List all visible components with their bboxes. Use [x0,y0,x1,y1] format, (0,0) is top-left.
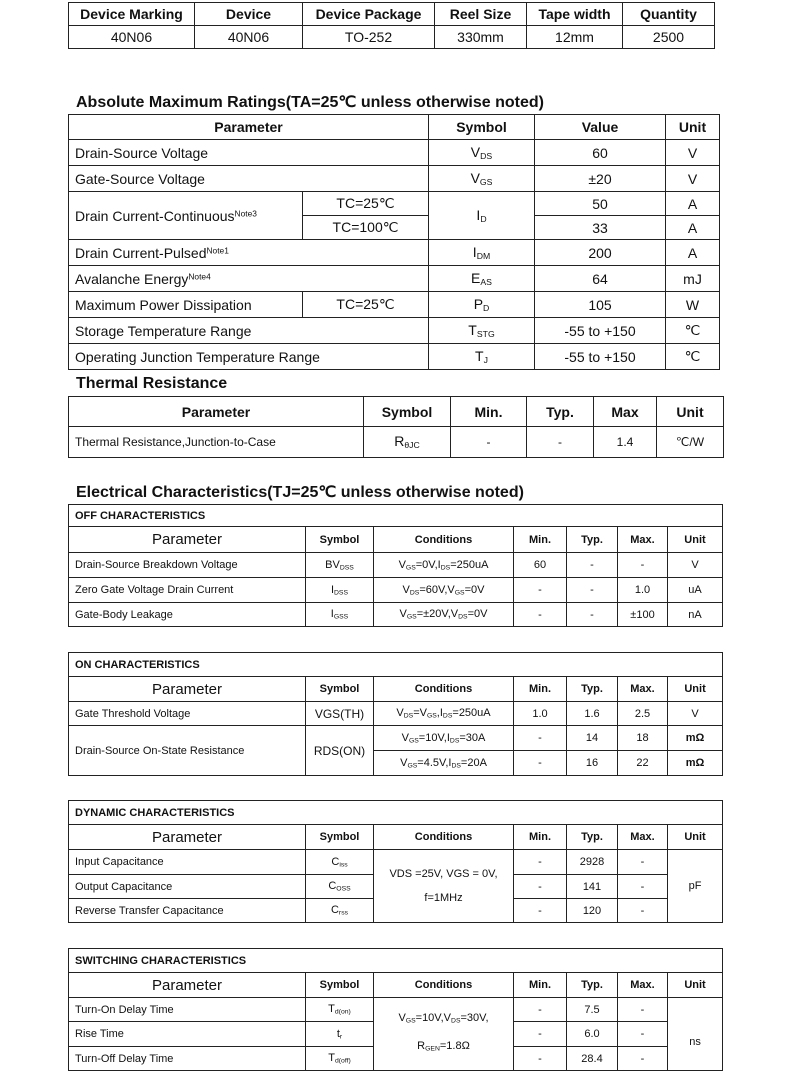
switching-characteristics-table [68,948,723,1071]
symbol-cell: RDS(ON) [306,726,374,776]
tape-width-value: 12mm [527,26,623,49]
col-parameter: Parameter [69,527,306,553]
reel-size-value: 330mm [435,26,527,49]
col-reel-size: Reel Size [435,3,527,26]
value-cell: 60 [535,140,666,166]
unit-cell: V [668,553,723,578]
table-row [69,578,723,603]
min-cell: - [514,726,567,751]
col-min: Min. [514,825,567,850]
condition-cell: $V_{DS}=60V,V_{GS}=0V$ [374,578,514,603]
symbol-cell: $R_{\theta JC}$ [364,427,451,458]
symbol-cell: $C_{OSS}$ [306,875,374,899]
value-cell: 200 [535,240,666,266]
value-cell: ±20 [535,166,666,192]
value-cell: 50 [535,192,666,216]
unit-cell: V [666,140,720,166]
unit-cell: pF [668,850,723,923]
max-cell: - [618,899,668,923]
col-unit: Unit [666,115,720,140]
condition-cell: $V_{GS}=\pm 20V,V_{DS}=0V$ [374,603,514,627]
section-title: OFF CHARACTERISTICS [69,505,723,527]
max-cell: 18 [618,726,668,751]
typ-cell: - [527,427,594,458]
section-header-row [69,825,723,850]
param-label: Maximum Power Dissipation [69,292,303,318]
col-typ: Typ. [567,973,618,998]
device-value: 40N06 [195,26,303,49]
device-package-value: TO-252 [303,26,435,49]
section-header-row [69,973,723,998]
typ-cell: 16 [567,751,618,776]
symbol-cell: $t_r$ [306,1022,374,1047]
param-label: Gate-Body Leakage [69,603,306,627]
col-typ: Typ. [567,825,618,850]
col-symbol: Symbol [429,115,535,140]
condition-cell: $V_{GS}=0V,I_{DS}=250uA$ [374,553,514,578]
param-label: Drain Current-Continuous$^{Note3}$ [69,192,303,240]
abs-max-title: Absolute Maximum Ratings(TA=25℃ unless otherwise noted) [76,94,544,111]
unit-cell: W [666,292,720,318]
typ-cell: - [567,603,618,627]
symbol-cell: $T_J$ [429,344,535,370]
min-cell: - [514,1047,567,1071]
param-label: Storage Temperature Range [69,318,429,344]
col-symbol: Symbol [306,677,374,702]
col-max: Max [594,397,657,427]
value-cell: 64 [535,266,666,292]
col-min: Min. [514,677,567,702]
table-row [69,702,723,726]
table-row [69,344,720,370]
col-conditions: Conditions [374,973,514,998]
col-unit: Unit [668,973,723,998]
unit-cell: ℃ [666,318,720,344]
unit-cell: ℃ [666,344,720,370]
col-max: Max. [618,527,668,553]
col-symbol: Symbol [306,527,374,553]
thermal-header-row [69,397,724,427]
col-min: Min. [451,397,527,427]
unit-cell: ℃/W [657,427,724,458]
min-cell: - [514,875,567,899]
dynamic-characteristics-table [68,800,723,923]
symbol-cell: $E_{AS}$ [429,266,535,292]
max-cell: ±100 [618,603,668,627]
unit-cell: ns [668,998,723,1071]
max-cell: - [618,875,668,899]
col-unit: Unit [668,527,723,553]
section-header-row [69,527,723,553]
col-conditions: Conditions [374,825,514,850]
symbol-cell: $I_{GSS}$ [306,603,374,627]
elec-title: Electrical Characteristics(TJ=25℃ unless otherwise noted) [76,484,524,501]
param-label: Zero Gate Voltage Drain Current [69,578,306,603]
col-conditions: Conditions [374,527,514,553]
col-parameter: Parameter [69,115,429,140]
table-row [69,998,723,1022]
col-typ: Typ. [567,527,618,553]
typ-cell: 2928 [567,850,618,875]
ordering-header-row [69,3,715,26]
condition-cell: VDS =25V, VGS = 0V, f=1MHz [374,850,514,923]
param-label: Reverse Transfer Capacitance [69,899,306,923]
condition-cell: TC=100℃ [303,216,429,240]
min-cell: 1.0 [514,702,567,726]
min-cell: - [514,998,567,1022]
max-cell: - [618,850,668,875]
max-cell: - [618,1022,668,1047]
table-row [69,26,715,49]
min-cell: - [451,427,527,458]
unit-cell: nA [668,603,723,627]
col-typ: Typ. [527,397,594,427]
col-value: Value [535,115,666,140]
col-symbol: Symbol [306,825,374,850]
max-cell: 1.0 [618,578,668,603]
col-device-marking: Device Marking [69,3,195,26]
value-cell: -55 to +150 [535,344,666,370]
col-device-package: Device Package [303,3,435,26]
typ-cell: 28.4 [567,1047,618,1071]
col-symbol: Symbol [364,397,451,427]
col-unit: Unit [668,825,723,850]
param-label: Thermal Resistance,Junction-to-Case [69,427,364,458]
symbol-cell: $V_{GS}$ [429,166,535,192]
table-row [69,726,723,751]
param-label: Avalanche Energy$^{Note4}$ [69,266,429,292]
param-label: Gate Threshold Voltage [69,702,306,726]
col-quantity: Quantity [623,3,715,26]
typ-cell: 7.5 [567,998,618,1022]
unit-cell: mΩ [668,751,723,776]
typ-cell: - [567,553,618,578]
table-row [69,553,723,578]
section-title: ON CHARACTERISTICS [69,653,723,677]
unit-cell: A [666,216,720,240]
table-row [69,140,720,166]
symbol-cell: $I_D$ [429,192,535,240]
unit-cell: mJ [666,266,720,292]
col-tape-width: Tape width [527,3,623,26]
col-max: Max. [618,973,668,998]
abs-max-table [68,114,720,370]
table-row [69,850,723,875]
col-unit: Unit [657,397,724,427]
thermal-table [68,396,724,458]
min-cell: - [514,751,567,776]
param-label: Turn-On Delay Time [69,998,306,1022]
typ-cell: - [567,578,618,603]
unit-cell: V [666,166,720,192]
symbol-cell: $T_{d(off)}$ [306,1047,374,1071]
unit-cell: V [668,702,723,726]
col-max: Max. [618,825,668,850]
param-label: Gate-Source Voltage [69,166,429,192]
col-conditions: Conditions [374,677,514,702]
min-cell: 60 [514,553,567,578]
section-title: DYNAMIC CHARACTERISTICS [69,801,723,825]
param-label: Drain Current-Pulsed$^{Note1}$ [69,240,429,266]
unit-cell: A [666,240,720,266]
typ-cell: 6.0 [567,1022,618,1047]
abs-max-header-row [69,115,720,140]
symbol-cell: $V_{DS}$ [429,140,535,166]
max-cell: - [618,998,668,1022]
off-characteristics-table [68,504,723,627]
min-cell: - [514,578,567,603]
min-cell: - [514,603,567,627]
condition-cell: TC=25℃ [303,192,429,216]
table-row [69,192,720,216]
typ-cell: 1.6 [567,702,618,726]
param-label: Operating Junction Temperature Range [69,344,429,370]
symbol-cell: $T_{d(on)}$ [306,998,374,1022]
param-label: Drain-Source Breakdown Voltage [69,553,306,578]
typ-cell: 120 [567,899,618,923]
symbol-cell: $I_{DSS}$ [306,578,374,603]
symbol-cell: $P_D$ [429,292,535,318]
max-cell: - [618,1047,668,1071]
table-row [69,427,724,458]
table-row [69,318,720,344]
symbol-cell: $I_{DM}$ [429,240,535,266]
symbol-cell: $BV_{DSS}$ [306,553,374,578]
min-cell: - [514,850,567,875]
symbol-cell: $T_{STG}$ [429,318,535,344]
col-parameter: Parameter [69,677,306,702]
device-marking-value: 40N06 [69,26,195,49]
condition-cell: TC=25℃ [303,292,429,318]
quantity-value: 2500 [623,26,715,49]
table-row [69,603,723,627]
param-label: Turn-Off Delay Time [69,1047,306,1071]
min-cell: - [514,1022,567,1047]
ordering-table [68,2,715,49]
col-parameter: Parameter [69,973,306,998]
unit-cell: mΩ [668,726,723,751]
on-characteristics-table [68,652,723,776]
param-label: Output Capacitance [69,875,306,899]
section-header-row [69,677,723,702]
thermal-title: Thermal Resistance [76,375,228,392]
col-parameter: Parameter [69,397,364,427]
param-label: Input Capacitance [69,850,306,875]
condition-cell: $V_{GS}=10V,V_{DS}=30V$, $R_{GEN}=1.8\Omega$ [374,998,514,1071]
col-unit: Unit [668,677,723,702]
max-cell: 2.5 [618,702,668,726]
max-cell: 1.4 [594,427,657,458]
unit-cell: uA [668,578,723,603]
max-cell: 22 [618,751,668,776]
value-cell: 105 [535,292,666,318]
section-title: SWITCHING CHARACTERISTICS [69,949,723,973]
param-label: Rise Time [69,1022,306,1047]
condition-cell: $V_{GS}=4.5V,I_{DS}=20A$ [374,751,514,776]
unit-cell: A [666,192,720,216]
param-label: Drain-Source Voltage [69,140,429,166]
condition-cell: $V_{GS}=10V,I_{DS}=30A$ [374,726,514,751]
col-max: Max. [618,677,668,702]
table-row [69,240,720,266]
col-min: Min. [514,973,567,998]
condition-cell: $V_{DS}=V_{GS},I_{DS}=250uA$ [374,702,514,726]
col-typ: Typ. [567,677,618,702]
typ-cell: 141 [567,875,618,899]
symbol-cell: VGS(TH) [306,702,374,726]
col-device: Device [195,3,303,26]
col-min: Min. [514,527,567,553]
symbol-cell: $C_{iss}$ [306,850,374,875]
table-row [69,266,720,292]
col-parameter: Parameter [69,825,306,850]
symbol-cell: $C_{rss}$ [306,899,374,923]
typ-cell: 14 [567,726,618,751]
param-label: Drain-Source On-State Resistance [69,726,306,776]
table-row [69,166,720,192]
max-cell: - [618,553,668,578]
min-cell: - [514,899,567,923]
value-cell: 33 [535,216,666,240]
table-row [69,292,720,318]
value-cell: -55 to +150 [535,318,666,344]
col-symbol: Symbol [306,973,374,998]
